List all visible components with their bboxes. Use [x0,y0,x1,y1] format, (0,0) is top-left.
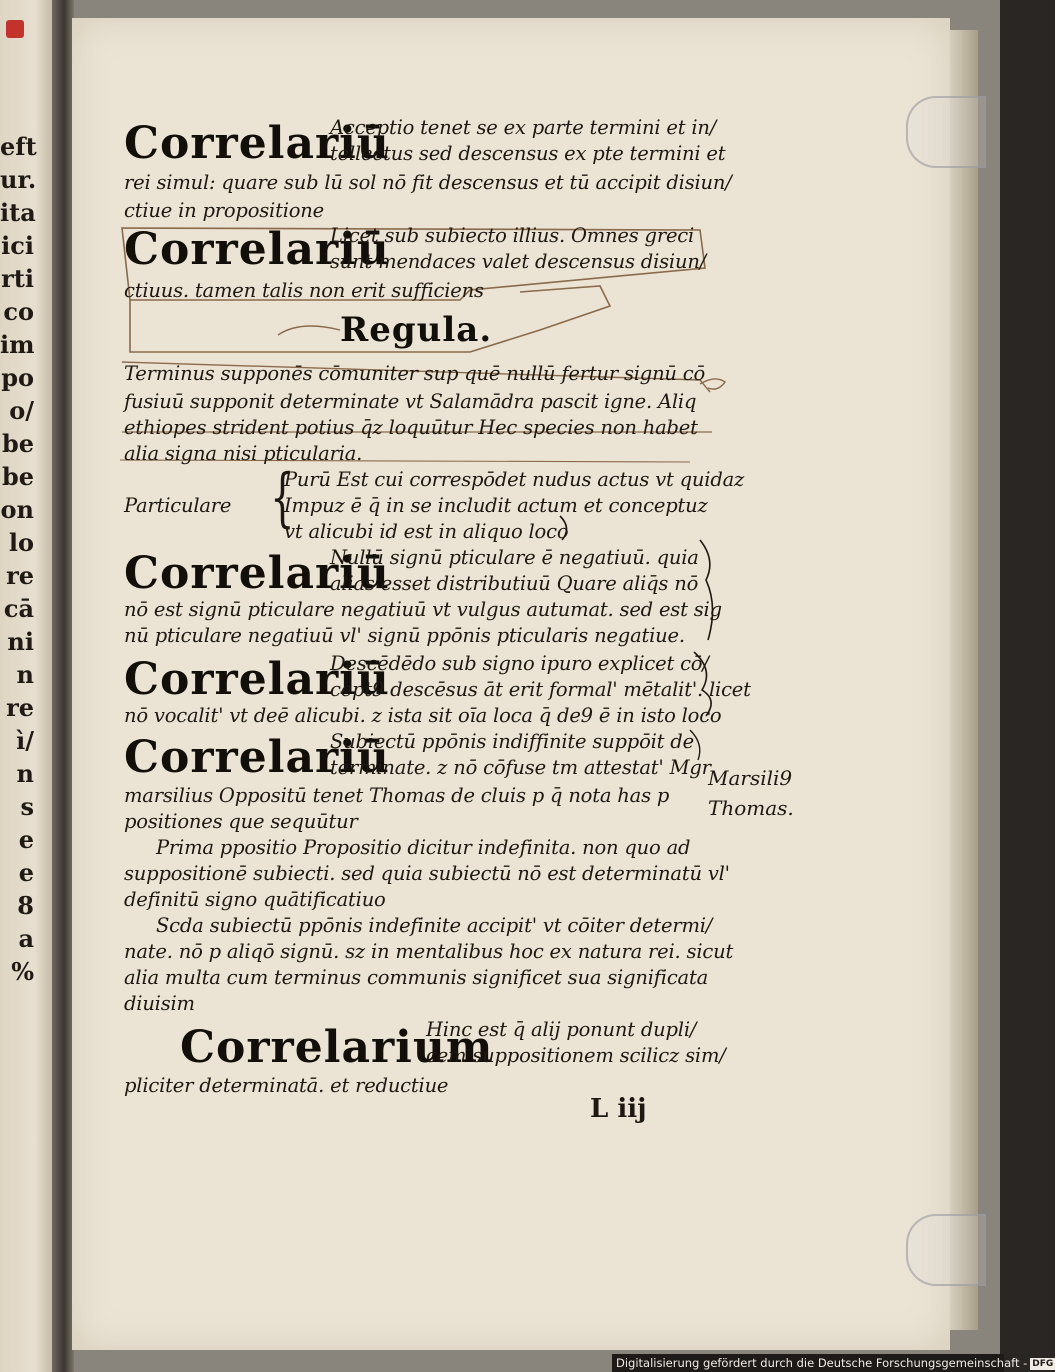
left-margin-fragment: e [18,825,34,854]
left-margin-fragment: e [18,858,34,887]
left-margin-fragment: on [0,495,34,524]
text-line: Impuz ē q̄ in se includit actum et conceptuz [284,494,708,517]
text-line: Prima ppositio Propositio dicitur indefinita. non quo ad [156,836,691,859]
left-margin-fragment: o/ [9,396,34,425]
text-line: pliciter determinatā. et reductiue [124,1074,449,1097]
text-line: Scda subiectū ppōnis indefinite accipit' vt cōiter determi/ [156,914,713,937]
text-line: suppositionē subiecti. sed quia subiectū nō est determinatū vl' [124,862,730,885]
text-line: Acceptio tenet se ex parte termini et in/ [330,116,717,139]
left-margin-fragment: eft [0,132,37,161]
left-margin-fragment: lo [8,528,34,557]
text-line: Descēdēdo sub signo ipuro explicet cō/ [330,652,709,675]
text-line: nate. nō p aliqō signū. sz in mentalibus hoc ex natura rei. sicut [124,940,734,963]
text-line: nū pticulare negatiuū vl' signū ppōnis pticularis negatiue. [124,624,685,647]
text-line: Purū Est cui correspōdet nudus actus vt quidaz [284,468,745,491]
left-margin-fragment: ita [0,198,36,227]
correlarium-heading-3: Correlariū [124,548,390,599]
left-margin-fragment: n [16,660,34,689]
text-line: positiones que sequūtur [124,810,358,833]
text-line: Nullū signū pticulare ē negatiuū. quia [330,546,699,569]
correlarium-heading-4: Correlariū [124,654,390,705]
correlarium-heading-5: Correlariū [124,732,390,783]
left-margin-fragment: ur. [0,165,37,194]
text-line: fusiuū supponit determinate vt Salamādra pascit igne. Aliq [124,390,697,413]
text-line: cept9 descēsus āt erit formal' mētalit'. licet [330,678,751,701]
text-line: Subiectū ppōnis indiffinite suppōit de [330,730,694,753]
left-margin-fragment: rti [1,264,34,293]
text-line: Terminus supponēs cōmuniter sup quē nullū fertur signū cō [124,362,706,385]
folio-signature: L iij [590,1094,647,1124]
marginal-note: Marsili9 [708,766,793,790]
dfg-logo-icon: DFG [1032,1358,1054,1369]
footer-text: Digitalisierung gefördert durch die Deutsche Forschungsgemeinschaft - [616,1356,1028,1370]
text-line: diuisim [124,992,195,1015]
text-line: cem suppositionem scilicz sim/ [426,1044,726,1067]
text-line: alia multa cum terminus communis significet sua significata [124,966,709,989]
regula-heading: Regula. [340,310,493,350]
left-margin-fragment: % [11,957,34,986]
text-line: ctiue in propositione [124,199,325,222]
left-margin-fragment: cā [3,594,34,623]
text-line: rei simul: quare sub lū sol nō fit descensus et tū accipit disiun/ [124,171,732,194]
text-line: sunt mendaces valet descensus disiun/ [330,250,707,273]
text-line: marsilius Oppositū tenet Thomas de cluis p q̄ nota has p [124,784,670,807]
text-line: nō est signū pticulare negatiuū vt vulgus autumat. sed est sig [124,598,722,621]
particulare-label: Particulare [124,494,232,517]
left-margin-fragment: 8 [17,891,34,920]
left-margin-fragment: s [20,792,34,821]
left-margin-fragment: co [3,297,34,326]
brace-icon: { [270,461,295,535]
text-line: definitū signo quātificatiuo [124,888,386,911]
digitization-footer [612,1354,1054,1372]
text-line: ctiuus. tamen talis non erit sufficiens [124,279,484,302]
text-line: alia signa nisi pticularia. [124,442,363,465]
left-margin-fragment: ì/ [16,726,34,755]
left-margin-fragment: a [18,924,34,953]
correlarium-heading-2: Correlariū [124,224,390,275]
left-margin-fragment: be [1,429,34,458]
correlarium-heading-6: Correlarium [180,1022,494,1073]
left-margin-fragment: re [6,693,34,722]
left-margin-fragment: n [16,759,34,788]
left-margin-fragment: ni [7,627,34,656]
left-margin-fragment: re [6,561,34,590]
text-line: nō vocalit' vt deē alicubi. z ista sit oīa loca q̄ de9 ē in isto loco [124,704,722,727]
correlarium-heading-1: Correlariū [124,118,390,169]
text-line: Licet sub subiecto illius. Omnes greci [330,224,695,247]
text-line: tellectus sed descensus ex pte termini et [330,142,726,165]
text-line: ethiopes strident potius q̄z loquūtur Hec species non habet [124,416,698,439]
left-margin-fragment: po [1,363,34,392]
marginal-note: Thomas. [708,796,794,820]
left-margin-fragment: be [1,462,34,491]
text-line: terminate. z nō cōfuse tm attestat' Mgr [330,756,711,779]
left-margin-fragment: im [0,330,35,359]
text-line: alias esset distributiuū Quare aliq̄s nō [330,572,699,595]
left-margin-fragment: ici [1,231,34,260]
text-line: vt alicubi id est in aliquo loco [284,520,569,543]
text-line: Hinc est q̄ alij ponunt dupli/ [426,1018,697,1041]
